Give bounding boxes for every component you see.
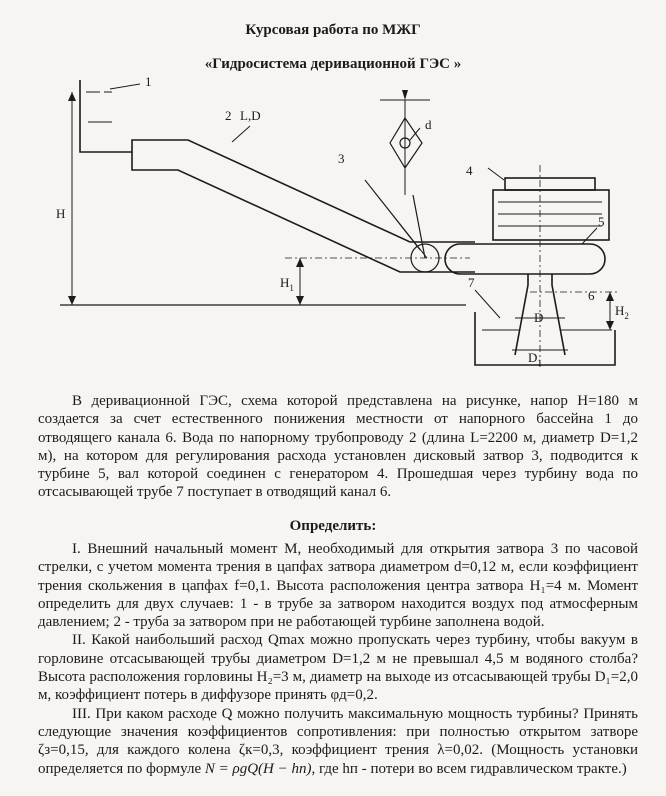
- hydro-scheme-diagram: [0, 70, 666, 375]
- generator-cap: [505, 178, 595, 190]
- intro-paragraph: В деривационной ГЭС, схема которой представлена на рисунке, напор H=180 м создается за счет естественного понижения местности от напорного бассейна 1 до отводящего канала 6. Вода по напорному трубопроводу 2 (длина L=2200 м, диаметр D=1,2 м), на котором для регулирования расхода установлен дисковый затвор 3, подводится к турбине 5, вал которой соединен с генератором 4. Прошедшая через турбину вода по отсасывающей трубе 7 поступает в отводящий канал 6.: [38, 393, 638, 501]
- label-H2: $H_2$: [615, 303, 629, 321]
- label-D1: $D_1$: [528, 350, 542, 368]
- label-5: 5: [598, 214, 605, 229]
- power-formula: N = ρgQ(H − hп): [204, 760, 312, 777]
- label-H: H: [56, 206, 66, 221]
- gate-detail: [390, 118, 422, 168]
- label-3: 3: [338, 151, 345, 166]
- task-1: I. Внешний начальный момент M, необходимый для открытия затвора 3 по часовой стрелки, с учетом момента трения в цапфах затвора диаметром d=0,12 м, если коэффициент трения скольжения в цапфах f=0,1. Высота расположения центра затвора H₁=4 м. Момент определить для двух случаев: 1 - в трубе за затвором находится воздух под атмосферным давлением; 2 - труба за затвором при не работающей турбине заполнена водой.: [38, 541, 638, 631]
- label-7: 7: [468, 275, 475, 290]
- turbine-spiral: [445, 244, 605, 274]
- label-4: 4: [466, 163, 473, 178]
- tailrace-canal: [475, 312, 615, 365]
- generator-body: [493, 190, 609, 240]
- label-D: D: [534, 310, 544, 325]
- label-2: 2: [225, 108, 232, 123]
- label-1: 1: [145, 74, 152, 89]
- tasks-block: [38, 540, 638, 778]
- penstock-upper-wall: [172, 140, 475, 242]
- task-2: II. Какой наибольший расход Qmax можно пропускать через турбину, чтобы вакуум в горловине отсасывающей трубы диаметром D=1,2 м не превышал 4,5 м водяного столба? Высота расположения горловины H₂=3 м, диаметр на выходе из отсасывающей трубы D₁=2,0 м, коэффициент потерь в диффузоре принять φд=0,2.: [38, 632, 638, 704]
- task-3: III. При каком расходе Q можно получить максимальную мощность турбины? Принять следующие значения коэффициентов сопротивления: при полностью открытом затворе ζз=0,15, для каждого колена ζк=0,3, коэффициент трения λ=0,02. (Мощность установки определяется по формуле N = ρgQ(H − hп), где hп - потери во всем гидравлическом тракте.): [38, 705, 638, 777]
- course-title: Курсовая работа по МЖГ: [245, 22, 421, 38]
- label-pipe-l-d: L,D: [240, 108, 261, 123]
- work-topic-title: «Гидросистема деривационной ГЭС »: [204, 56, 462, 72]
- reservoir-outline: [80, 80, 172, 152]
- label-6: 6: [588, 288, 595, 303]
- section-heading: Определить:: [289, 518, 377, 534]
- label-H1: $H_1$: [280, 275, 294, 293]
- label-d: d: [425, 117, 432, 132]
